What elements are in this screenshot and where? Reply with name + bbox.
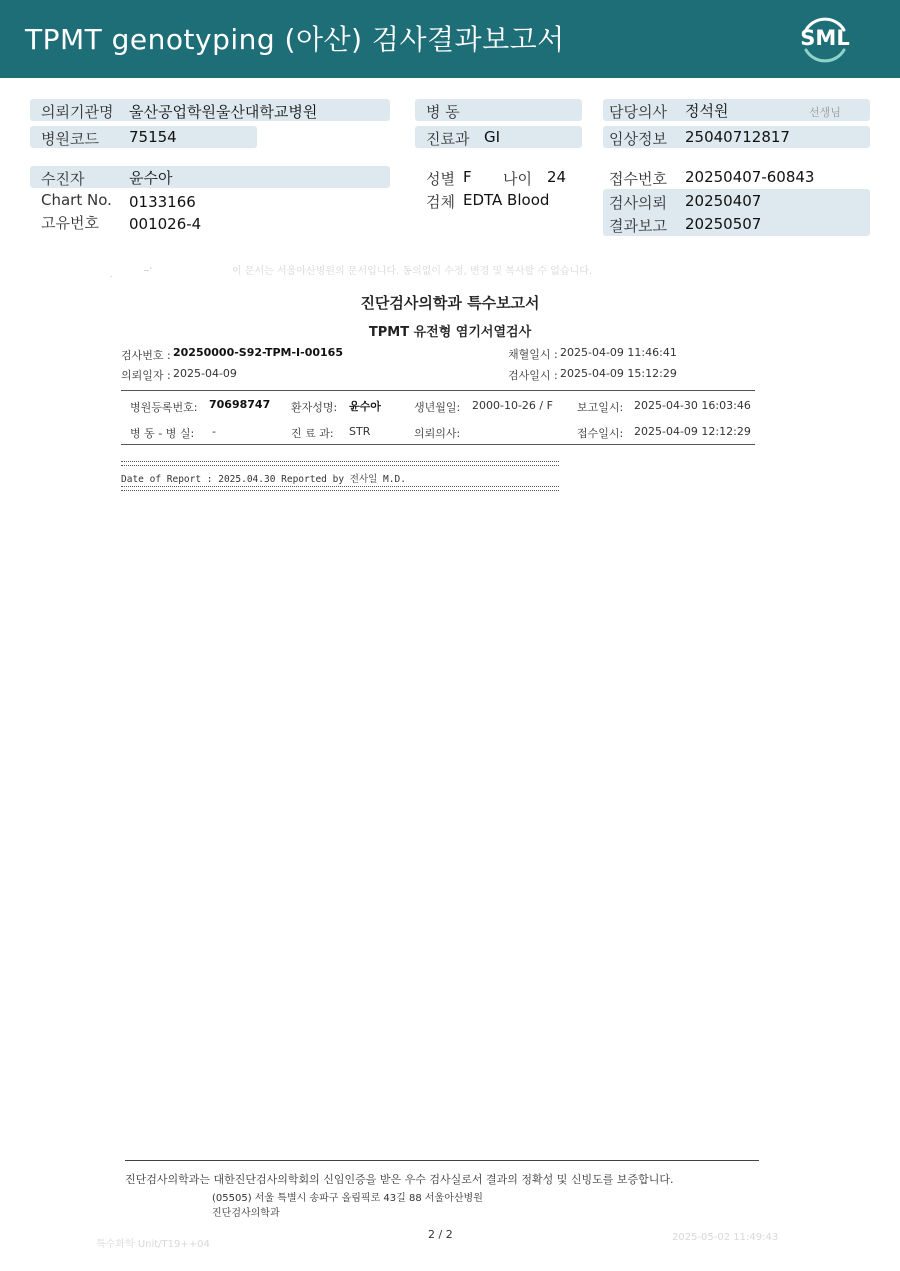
page-number: 2 / 2 [428,1228,453,1241]
receipt-value: 20250407-60843 [685,168,815,186]
requested-label: 의뢰일자 : [121,369,171,382]
address-text: (05505) 서울 특별시 송파구 올림픽로 43길 88 서울아산병원 [212,1193,483,1204]
sex-value: F [463,168,472,186]
specimen-value: EDTA Blood [463,191,550,209]
request-label: 검사의뢰 [609,194,667,212]
receipt-label: 접수번호 [609,170,667,188]
date-of-report-line: Date of Report : 2025.04.30 Reported by 전사일 M.D. [121,474,406,485]
reg-label: 병원등록번호: [130,401,198,414]
copy-notice: 이 문서는 서울아산병원의 문서입니다. 동의없이 수정, 변경 및 복사할 수 없습니다. [232,266,593,277]
sex-label: 성별 [426,170,455,188]
scan-speck: . [110,270,113,279]
institution-value: 울산공업학원울산대학교병원 [129,103,318,121]
report-date-label: 보고일시: [577,401,624,414]
report-date-value: 2025-04-30 16:03:46 [634,399,751,412]
clinical-label: 임상정보 [609,130,667,148]
patient-value: 윤수아 [129,169,173,187]
chart-label: Chart No. [41,191,112,209]
scan-speck: ~' [143,266,152,275]
footer-left-faint: 특수화학 Unit/T19++04 [96,1239,210,1250]
dept-value: GI [484,128,501,146]
chart-value: 0133166 [129,193,196,211]
dob-label: 생년월일: [414,401,461,414]
double-rule-top [121,461,559,466]
doctor-label: 담당의사 [609,103,667,121]
dept-label: 진료과 [426,130,470,148]
test-no-value: 20250000-S92-TPM-I-00165 [173,346,343,359]
physician-label: 의뢰의사: [414,427,461,440]
report-title: TPMT genotyping (아산) 검사결과보고서 [25,23,565,56]
specimen-label: 검체 [426,193,455,211]
request-value: 20250407 [685,192,762,210]
tested-label: 검사일시 : [508,369,558,382]
ward-room-value: - [212,425,216,438]
result-label: 결과보고 [609,217,667,235]
report-dept-label: 진 료 과: [291,427,334,440]
test-no-label: 검사번호 : [121,349,171,362]
unique-label: 고유번호 [41,214,99,232]
dob-value: 2000-10-26 / F [472,399,553,412]
name-label: 환자성명: [291,401,338,414]
report-divider-top [121,390,755,391]
name-value: 윤수아 [349,400,381,413]
footer-right-faint: 2025-05-02 11:49:43 [672,1232,779,1243]
certification-text: 진단검사의학과는 대한진단검사의학회의 신임인증을 받은 우수 검사실로서 결과의 정확성 및 신빙도를 보증합니다. [125,1173,674,1186]
hospital-code-value: 75154 [129,128,177,146]
receipt-date-label: 접수일시: [577,427,624,440]
ward-label: 병 동 [426,103,460,121]
report-divider-bottom [121,444,755,445]
collected-label: 채혈일시 : [508,348,558,361]
hospital-code-label: 병원코드 [41,130,99,148]
tested-value: 2025-04-09 15:12:29 [560,367,677,380]
report-dept-value: STR [349,425,371,438]
age-label: 나이 [503,170,532,188]
clinical-value: 25040712817 [685,128,790,146]
receipt-date-value: 2025-04-09 12:12:29 [634,425,751,438]
age-value: 24 [547,168,567,186]
reg-value: 70698747 [209,398,271,411]
patient-label: 수진자 [41,170,85,188]
report-heading: 진단검사의학과 특수보고서 [360,294,540,312]
double-rule-bottom [121,486,559,491]
institution-label: 의뢰기관명 [41,103,114,121]
requested-value: 2025-04-09 [173,367,237,380]
department-text: 진단검사의학과 [212,1208,280,1219]
unique-value: 001026-4 [129,215,202,233]
header-bar [0,0,900,78]
report-subheading: TPMT 유전형 염기서열검사 [368,325,532,340]
result-value: 20250507 [685,215,762,233]
collected-value: 2025-04-09 11:46:41 [560,346,677,359]
logo-text: SML [800,26,850,50]
sml-logo [798,13,852,67]
doctor-value: 정석원 [685,102,729,120]
doctor-suffix: 선생님 [809,106,841,119]
footer-divider [125,1160,759,1161]
ward-room-label: 병 동 - 병 실: [130,427,195,440]
